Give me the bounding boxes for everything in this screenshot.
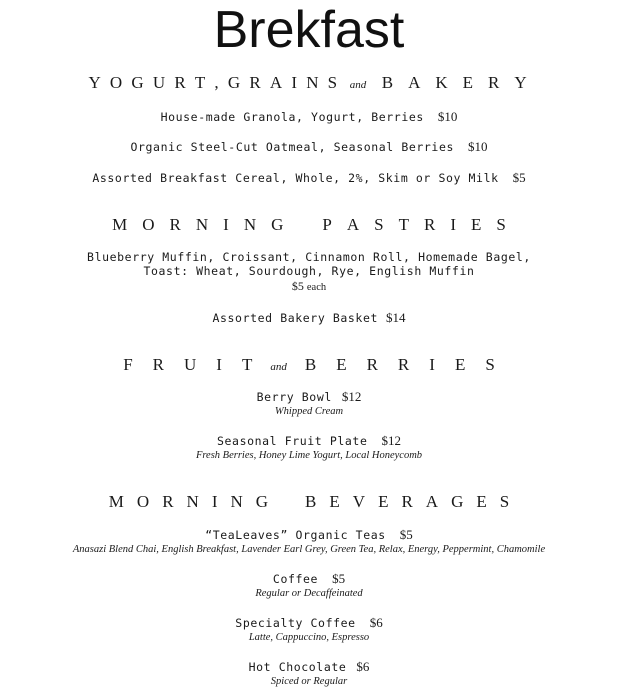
heading-letter: A [425,492,439,511]
heading-letter: S [499,492,510,511]
heading-letter: I [450,215,457,234]
heading-letter: G [131,73,144,92]
pastries-price [0,279,618,295]
heading-letter: A [346,215,360,234]
section-heading-morning-pastries [0,215,618,235]
item-price: $5 [332,571,346,586]
pastries-price-value: $5 [291,279,304,293]
heading-letter: U [184,355,197,374]
heading-letter: S [485,355,495,374]
heading-letter: T [241,355,253,374]
heading-and: and [349,79,367,91]
menu-item [0,528,618,542]
item-description: Spiced or Regular [270,676,348,687]
heading-letter: T [194,73,206,92]
item-name: Specialty Coffee [235,616,356,630]
heading-letter: I [429,355,435,374]
heading-letter: R [249,73,261,92]
heading-letter: A [269,73,283,92]
heading-letter: R [488,73,500,92]
heading-letter: E [454,355,466,374]
heading-letter: E [378,492,389,511]
menu-item [0,171,618,185]
heading-letter: R [152,355,164,374]
heading-letter: K [435,73,448,92]
heading-letter: U [152,73,166,92]
heading-letter: R [424,215,436,234]
heading-letter: E [462,73,474,92]
menu-item [0,572,618,586]
heading-letter: E [329,492,340,511]
item-price: $10 [468,139,488,154]
heading-letter: G [271,215,284,234]
item-description: Anasazi Blend Chai, English Breakfast, Lavender Earl Grey, Green Tea, Relax, Energy, Peppermint, Chamomile [72,544,546,555]
item-description: Whipped Cream [274,406,344,417]
heading-letter: A [408,73,421,92]
item-name: “TeaLeaves” Organic Teas [205,528,386,542]
menu-item [0,616,618,630]
heading-letter: S [327,73,338,92]
heading-letter: O [142,215,155,234]
heading-letter: I [211,492,218,511]
heading-letter: I [223,215,229,234]
heading-letter: V [352,492,366,511]
heading-letter: N [230,492,243,511]
item-name: Assorted Bakery Basket [212,311,379,325]
heading-letter: G [255,492,269,511]
heading-letter: R [401,492,413,511]
heading-letter: P [322,215,332,234]
item-description: Regular or Decaffeinated [255,588,363,599]
heading-letter: R [162,492,174,511]
section-heading-yogurt-grains-bakery [0,73,618,95]
heading-letter: B [305,492,317,511]
item-name: Seasonal Fruit Plate [217,434,368,448]
heading-letter: N [306,73,319,92]
item-description: Fresh Berries, Honey Lime Yogurt, Local Honeycomb [195,450,423,461]
item-price: $14 [386,310,406,325]
heading-letter: F [123,355,133,374]
page-title: Brekfast [213,1,405,59]
item-name: Coffee [272,572,319,586]
heading-letter: M [108,492,124,511]
heading-letter: O [109,73,123,92]
item-name: Organic Steel-Cut Oatmeal, Seasonal Berries [130,140,454,154]
item-price: $10 [437,109,458,124]
item-description: Latte, Cappuccino, Espresso [248,632,370,643]
heading-letter: N [195,215,209,234]
item-name: Hot Chocolate [248,660,347,674]
heading-letter: B [381,73,394,92]
heading-letter: Y [88,73,101,92]
menu-item [0,110,618,124]
section-heading-morning-beverages [0,492,618,512]
section-heading-fruit-berries [0,355,618,377]
menu-item [0,660,618,674]
heading-letter: R [366,355,378,374]
item-price: $5 [512,170,526,185]
heading-letter: B [304,355,317,374]
heading-letter: E [471,215,482,234]
heading-letter: G [227,73,241,92]
item-name: Assorted Breakfast Cereal, Whole, 2%, Skim or Soy Milk [92,171,499,185]
heading-letter: E [476,492,487,511]
item-price: $5 [399,527,413,542]
heading-letter: N [186,492,199,511]
item-name: House-made Granola, Yogurt, Berries [160,110,424,124]
pastries-line-1: Blueberry Muffin, Croissant, Cinnamon Roll, Homemade Bagel, [87,250,531,264]
pastries-each: each [306,282,327,293]
heading-letter: N [243,215,257,234]
item-name: Berry Bowl [256,390,332,404]
item-price: $12 [341,389,362,404]
heading-letter: M [112,215,128,234]
heading-letter: Y [514,73,527,92]
heading-letter: G [451,492,464,511]
heading-letter: R [169,215,181,234]
heading-letter: O [136,492,150,511]
item-price: $6 [356,659,370,674]
heading-letter: T [398,215,409,234]
heading-letter: E [336,355,347,374]
heading-letter: S [496,215,506,234]
heading-letter: I [216,355,222,374]
item-price: $12 [381,433,401,448]
heading-and: and [270,361,287,373]
menu-item [0,434,618,448]
menu-item [0,311,618,325]
heading-letter: R [397,355,410,374]
menu-item [0,390,618,404]
heading-letter: S [374,215,384,234]
item-price: $6 [369,615,383,630]
pastries-line-2: Toast: Wheat, Sourdough, Rye, English Muffin [143,264,475,278]
menu-item [0,140,618,154]
heading-letter: I [291,73,297,92]
heading-letter: R [174,73,186,92]
heading-letter: , [214,73,219,92]
